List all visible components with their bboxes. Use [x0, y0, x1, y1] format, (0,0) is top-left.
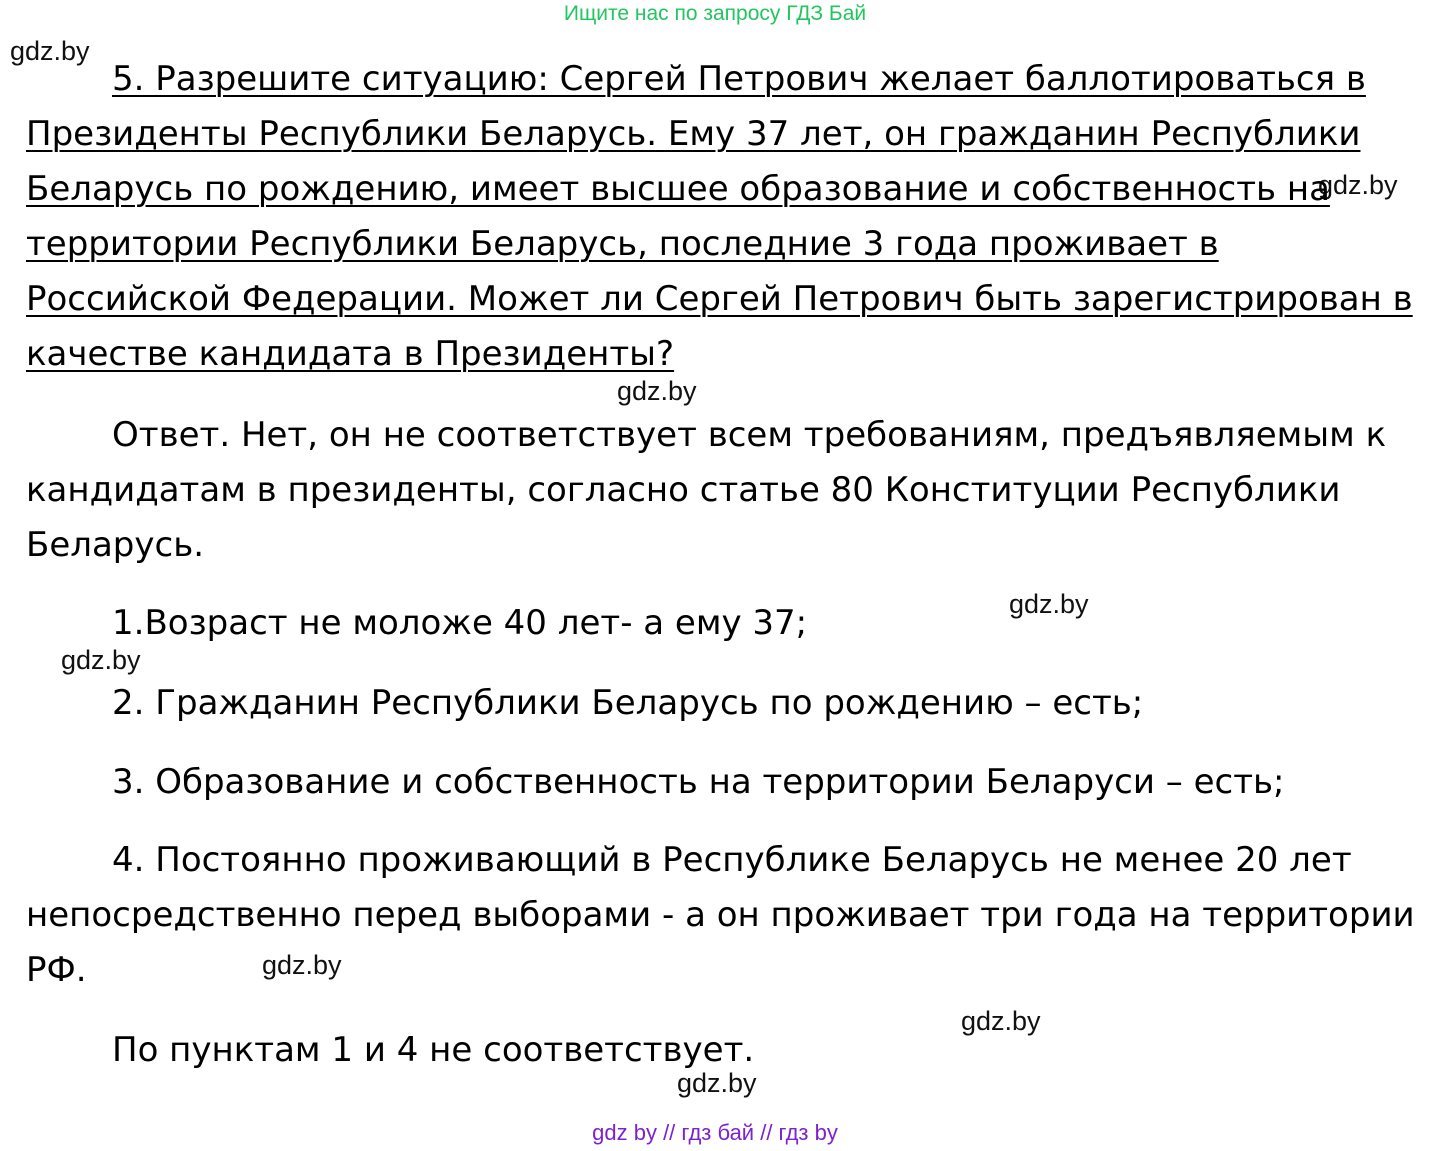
watermark: gdz.by [1318, 170, 1398, 200]
watermark: gdz.by [677, 1068, 757, 1098]
watermark: gdz.by [1009, 589, 1089, 619]
watermark: gdz.by [617, 376, 697, 406]
watermark: gdz.by [61, 645, 141, 675]
watermark: gdz.by [961, 1006, 1041, 1036]
answer-conclusion-text: По пунктам 1 и 4 не соответствует. [112, 1030, 755, 1070]
answer-item-text: 2. Гражданин Республики Беларусь по рождению – есть; [112, 683, 1144, 723]
search-hint-link[interactable]: Ищите нас по запросу ГДЗ Бай [563, 2, 867, 25]
answer-item-1 [26, 596, 1416, 651]
answer-item-3 [26, 755, 1416, 810]
watermark: gdz.by [262, 950, 342, 980]
answer-item-text: 3. Образование и собственность на территории Беларуси – есть; [112, 762, 1285, 802]
question-body: 5. Разрешите ситуацию: Сергей Петрович желает баллотироваться в Президенты Республики Беларусь. Ему 37 лет, он гражданин Республики Беларусь по рождению, имеет высшее образование и собственность на территории Республики Беларусь, последние 3 года проживает в Российской Федерации. Может ли Сергей Петрович быть зарегистрирован в качестве кандидата в Президенты? [26, 59, 1413, 374]
answer-item-4 [26, 833, 1416, 998]
answer-item-text: 1.Возраст не моложе 40 лет- а ему 37; [112, 603, 808, 643]
question-text [26, 52, 1416, 382]
answer-intro [26, 408, 1416, 573]
answer-item-text: 4. Постоянно проживающий в Республике Беларусь не менее 20 лет непосредственно перед выборами - а он проживает три года на территории РФ. [26, 840, 1415, 990]
answer-item-2 [26, 676, 1416, 731]
answer-intro-text: Ответ. Нет, он не соответствует всем требованиям, предъявляемым к кандидатам в президенты, согласно статье 80 Конституции Республики Беларусь. [26, 415, 1387, 565]
watermark: gdz.by [10, 36, 90, 66]
footer-links[interactable]: gdz by // гдз бай // гдз by [592, 1120, 838, 1145]
answer-conclusion [26, 1023, 1416, 1078]
